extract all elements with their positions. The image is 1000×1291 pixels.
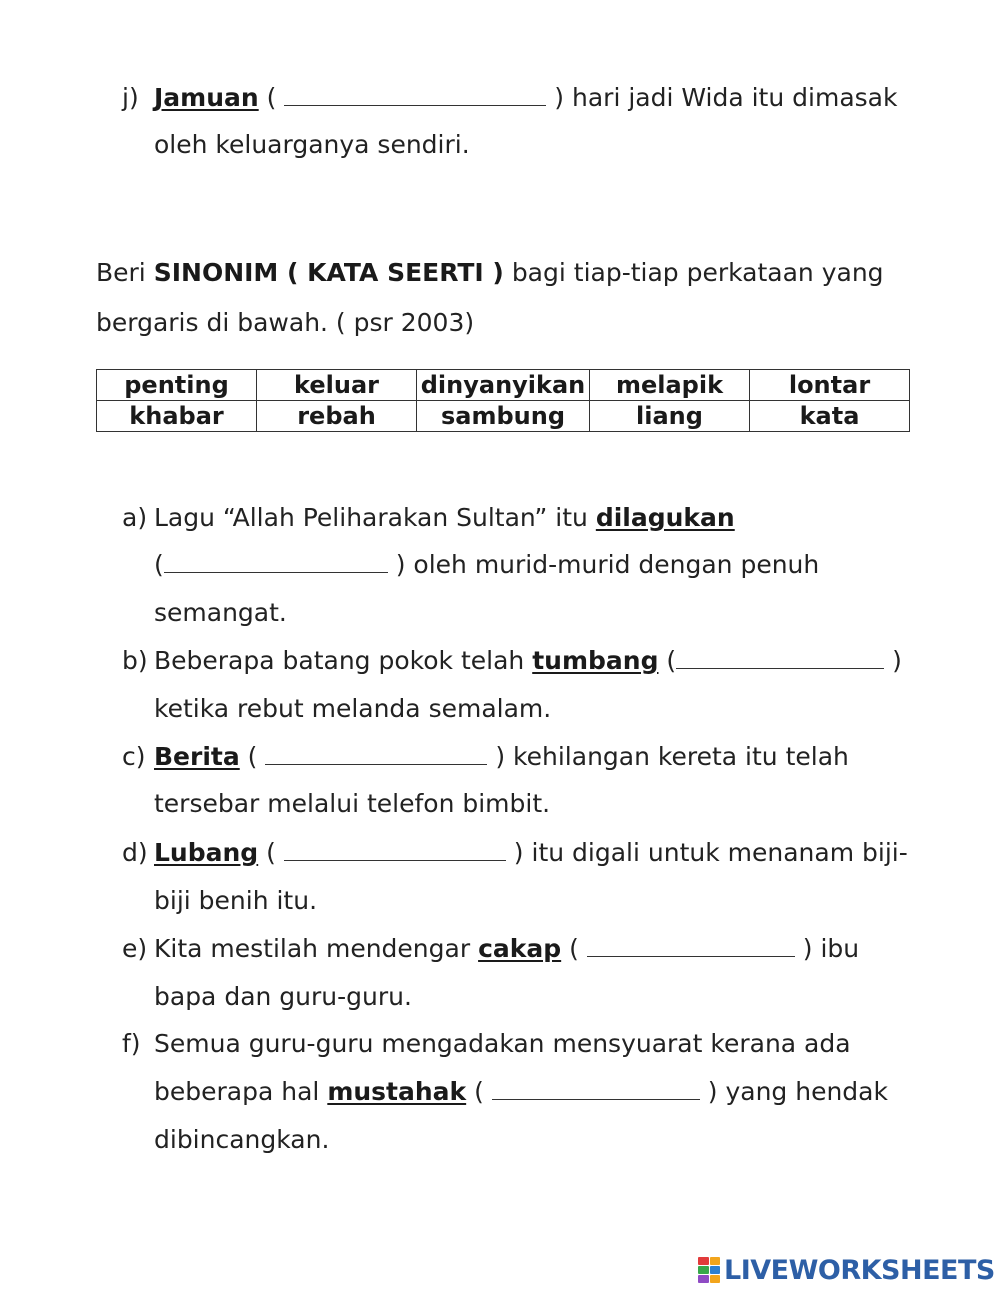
item-e-line1: e) Kita mestilah mendengar cakap ( ) ibu — [122, 934, 860, 963]
word-cell: rebah — [257, 401, 417, 432]
sentence-text: Kita mestilah mendengar — [154, 934, 471, 963]
word-cell: khabar — [97, 401, 257, 432]
instruction-bold: SINONIM ( KATA SEERTI ) — [153, 258, 504, 287]
sentence-text: ) itu digali untuk menanam biji- — [513, 838, 908, 867]
sentence-text: Beberapa batang pokok telah — [154, 646, 525, 675]
sentence-text: ) kehilangan kereta itu telah — [495, 742, 849, 771]
underlined-word: mustahak — [327, 1077, 467, 1106]
item-d-line2: biji benih itu. — [154, 886, 318, 915]
word-bank-table — [96, 369, 910, 432]
word-cell: liang — [590, 401, 750, 432]
answer-blank[interactable] — [492, 1079, 700, 1100]
underlined-word: cakap — [478, 934, 562, 963]
liveworksheets-logo — [698, 1252, 995, 1288]
answer-blank[interactable] — [676, 648, 884, 669]
answer-blank[interactable] — [164, 552, 388, 573]
item-label: f) — [122, 1029, 141, 1058]
underlined-word: Jamuan — [154, 83, 259, 112]
item-label: a) — [122, 503, 148, 532]
sentence-text: ) yang hendak — [707, 1077, 888, 1106]
item-label: c) — [122, 742, 146, 771]
item-a-line3: semangat. — [154, 598, 287, 627]
sentence-text: Semua guru-guru mengadakan mensyuarat kerana ada — [154, 1029, 851, 1058]
answer-blank[interactable] — [265, 744, 487, 765]
item-f-line3: dibincangkan. — [154, 1125, 330, 1154]
item-j-line1: j) Jamuan ( ) hari jadi Wida itu dimasak — [122, 83, 898, 112]
word-cell: melapik — [590, 370, 750, 401]
word-cell: lontar — [750, 370, 910, 401]
word-cell: kata — [750, 401, 910, 432]
underlined-word: tumbang — [532, 646, 659, 675]
sentence-text: Lagu “Allah Peliharakan Sultan” itu — [154, 503, 588, 532]
brand-text: LIVEWORKSHEETS — [724, 1254, 995, 1286]
instruction-prefix: Beri — [96, 258, 146, 287]
item-a-line2: ( ) oleh murid-murid dengan penuh — [154, 550, 820, 579]
item-label: j) — [122, 83, 139, 112]
table-row — [97, 370, 910, 401]
word-cell: dinyanyikan — [417, 370, 590, 401]
item-b-line2: ketika rebut melanda semalam. — [154, 694, 552, 723]
item-label: e) — [122, 934, 148, 963]
sentence-text: ) hari jadi Wida itu dimasak — [554, 83, 898, 112]
instruction-line2: bergaris di bawah. ( psr 2003) — [96, 308, 475, 337]
item-f-line1 — [122, 1028, 851, 1060]
instruction-suffix: bagi tiap-tiap perkataan yang — [511, 258, 884, 287]
answer-blank[interactable] — [587, 936, 795, 957]
item-a-line1 — [122, 502, 735, 534]
item-f-line2: beberapa hal mustahak ( ) yang hendak — [154, 1077, 888, 1106]
underlined-word: dilagukan — [595, 503, 735, 532]
word-cell: keluar — [257, 370, 417, 401]
underlined-word: Berita — [154, 742, 240, 771]
sentence-text: beberapa hal — [154, 1077, 320, 1106]
word-cell: penting — [97, 370, 257, 401]
table-row — [97, 401, 910, 432]
item-label: d) — [122, 838, 148, 867]
instruction-line1 — [96, 257, 884, 289]
item-e-line2: bapa dan guru-guru. — [154, 982, 412, 1011]
item-b-line1: b) Beberapa batang pokok telah tumbang ( ) — [122, 646, 902, 675]
blocks-icon — [698, 1257, 720, 1283]
underlined-word: Lubang — [154, 838, 259, 867]
sentence-text: ) ibu — [802, 934, 860, 963]
item-d-line1: d) Lubang ( ) itu digali untuk menanam biji- — [122, 838, 908, 867]
answer-blank[interactable] — [284, 840, 506, 861]
item-c-line1: c) Berita ( ) kehilangan kereta itu telah — [122, 742, 849, 771]
item-c-line2: tersebar melalui telefon bimbit. — [154, 789, 551, 818]
item-j-line2: oleh keluarganya sendiri. — [154, 130, 470, 159]
sentence-text: ) oleh murid-murid dengan penuh — [395, 550, 820, 579]
word-cell: sambung — [417, 401, 590, 432]
answer-blank[interactable] — [284, 85, 546, 106]
item-label: b) — [122, 646, 148, 675]
